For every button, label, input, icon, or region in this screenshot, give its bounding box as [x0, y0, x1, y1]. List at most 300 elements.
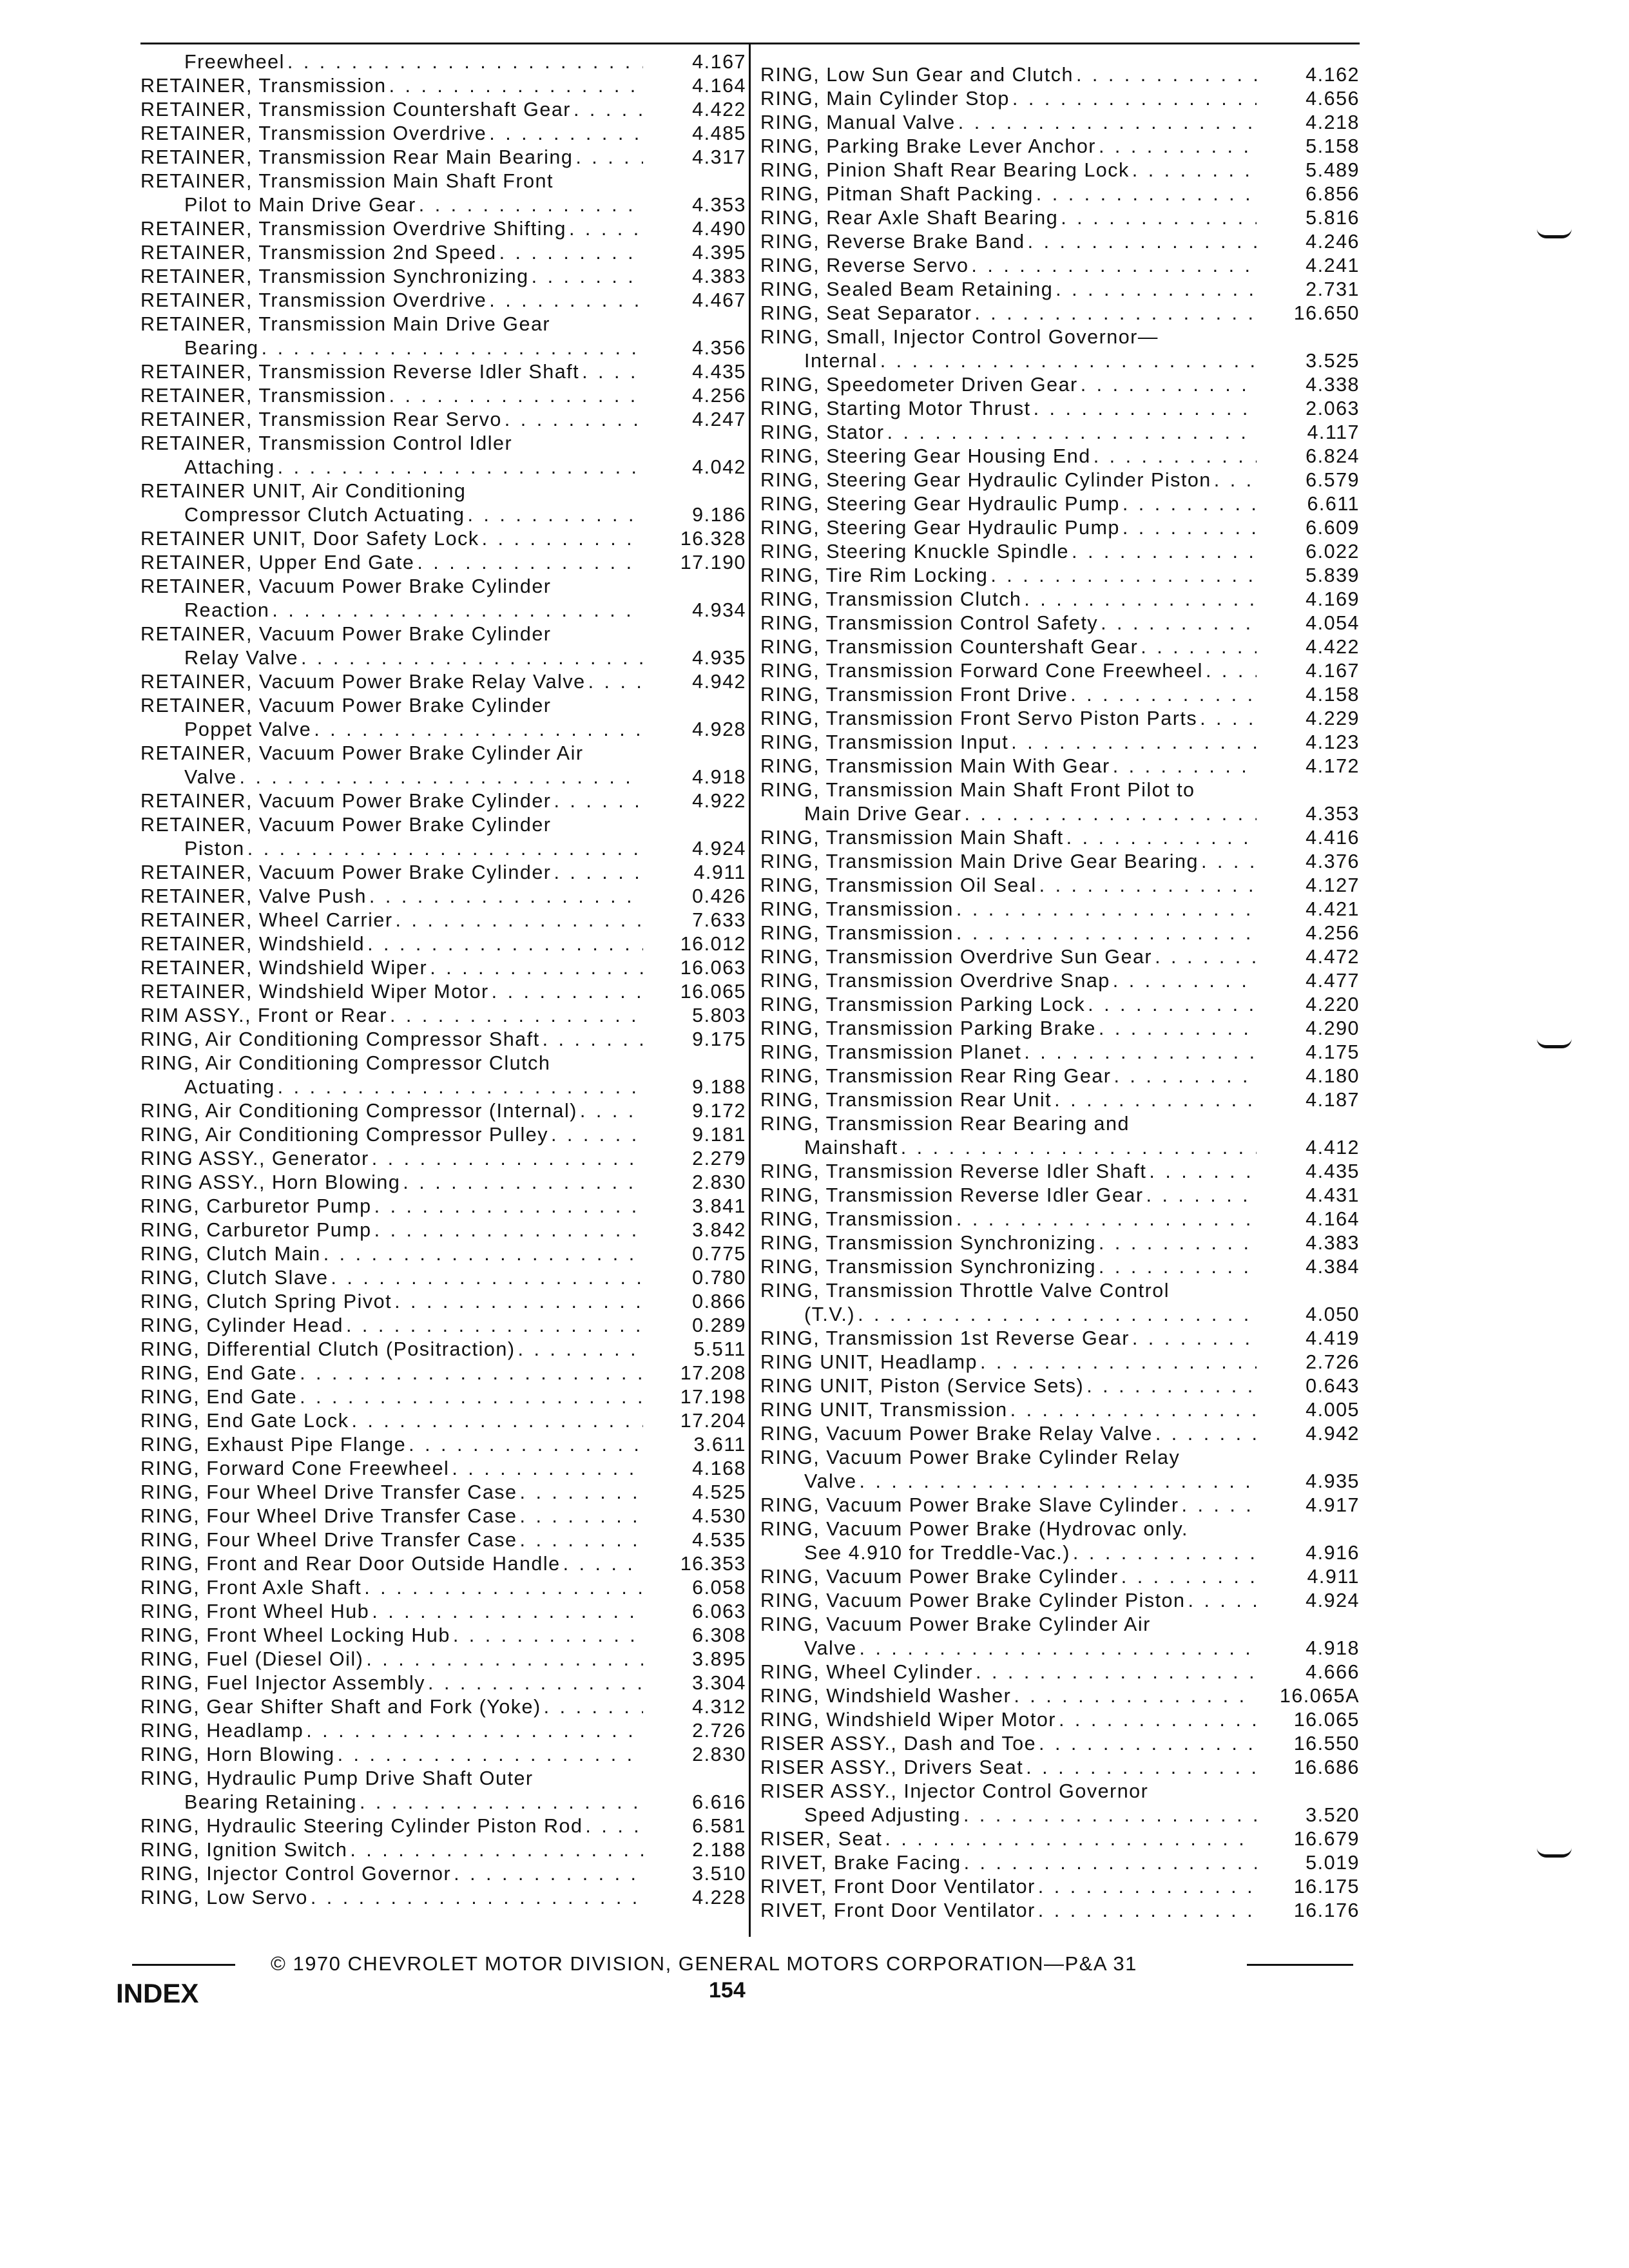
index-entry-label: RING, Carburetor Pump: [140, 1219, 372, 1241]
dot-leader: [1036, 1875, 1257, 1899]
index-entry-reference: 4.256: [1306, 922, 1360, 944]
index-entry-label: RING, Air Conditioning Compressor Pulley: [140, 1124, 548, 1146]
index-entry-label: RING UNIT, Transmission: [760, 1399, 1008, 1421]
index-entry: [140, 1576, 746, 1600]
index-entry: [140, 193, 746, 217]
index-entry-label: Actuating: [184, 1076, 275, 1098]
dot-leader: [1098, 611, 1257, 635]
index-entry-label: RING, Pinion Shaft Rear Bearing Lock: [760, 159, 1130, 181]
index-entry-label: See 4.910 for Treddle-Vac.): [804, 1542, 1070, 1564]
index-entry-label: RING, Transmission Clutch: [760, 588, 1022, 610]
index-entry-reference: 6.581: [692, 1815, 746, 1837]
index-entry-label: RING, End Gate: [140, 1386, 298, 1408]
index-entry-label: RING, Seat Separator: [760, 302, 972, 324]
index-entry: [140, 1242, 746, 1266]
index-entry: [760, 87, 1360, 111]
index-entry-label: RING, Windshield Wiper Motor: [760, 1709, 1056, 1731]
index-entry-label: RETAINER, Transmission Rear Main Bearing: [140, 146, 574, 168]
dot-leader: [297, 1361, 643, 1385]
index-entry: [140, 1886, 746, 1910]
index-entry-label: Bearing Retaining: [184, 1791, 357, 1813]
index-entry-label: RETAINER UNIT, Door Safety Lock: [140, 528, 479, 550]
index-entry: [140, 1266, 746, 1290]
index-entry-reference: 4.911: [693, 861, 746, 883]
index-entry-label: RETAINER, Transmission Main Drive Gear: [140, 313, 551, 335]
index-entry: [760, 397, 1360, 421]
index-entry-label: RING, Four Wheel Drive Transfer Case: [140, 1505, 517, 1527]
index-entry-label: RING, Cylinder Head: [140, 1314, 343, 1336]
index-entry-label: RING, Transmission Throttle Valve Control: [760, 1280, 1170, 1302]
index-entry: [760, 111, 1360, 135]
index-entry: [760, 588, 1360, 611]
index-entry-reference: 16.065: [1293, 1709, 1360, 1731]
index-entry: [760, 1064, 1360, 1088]
index-entry-label: RING, Exhaust Pipe Flange: [140, 1434, 407, 1456]
index-entry-reference: 4.317: [692, 146, 746, 168]
index-entry: [140, 98, 746, 122]
index-entry: [760, 325, 1360, 349]
dot-leader: [321, 1242, 643, 1266]
index-entry-reference: 6.609: [1306, 517, 1360, 539]
index-entry-label: Pilot to Main Drive Gear: [184, 194, 416, 216]
dot-leader: [1037, 874, 1257, 898]
index-entry: [140, 1433, 746, 1457]
index-entry-label: RISER, Seat: [760, 1828, 883, 1850]
index-entry: [140, 456, 746, 479]
index-entry-label: RING, Vacuum Power Brake Cylinder: [760, 1566, 1119, 1588]
index-entry: [760, 349, 1360, 373]
index-entry-label: RING, Injector Control Governor: [140, 1863, 452, 1885]
index-entry-reference: 4.158: [1306, 684, 1360, 706]
index-entry-label: RING, Ignition Switch: [140, 1839, 348, 1861]
index-entry-label: RETAINER, Vacuum Power Brake Cylinder: [140, 695, 552, 716]
dot-leader: [1084, 1374, 1257, 1398]
index-entry-reference: 0.866: [692, 1291, 746, 1312]
index-entry-reference: 4.338: [1306, 374, 1360, 396]
index-entry-label: RETAINER, Vacuum Power Brake Cylinder: [140, 861, 552, 883]
dot-leader: [1085, 993, 1257, 1017]
index-entry-reference: 3.842: [692, 1219, 746, 1241]
index-entry-label: RING, Transmission Forward Cone Freewheel: [760, 660, 1203, 682]
dot-leader: [583, 1814, 643, 1838]
index-entry-reference: 4.942: [1306, 1423, 1360, 1445]
dot-leader: [1110, 969, 1257, 993]
index-entry-label: Valve: [804, 1637, 857, 1659]
index-entry: [140, 479, 746, 503]
index-entry-reference: 4.435: [692, 361, 746, 383]
index-entry-reference: 4.042: [692, 456, 746, 478]
dot-leader: [406, 1433, 643, 1457]
index-entry-reference: 0.780: [692, 1267, 746, 1289]
index-entry-label: RING, Transmission Main With Gear: [760, 755, 1110, 777]
index-entry: [140, 885, 746, 908]
index-entry-label: RING UNIT, Headlamp: [760, 1351, 978, 1373]
index-entry: [760, 302, 1360, 325]
index-entry-reference: 6.022: [1306, 541, 1360, 562]
dot-leader: [1036, 1732, 1257, 1756]
dot-leader: [1052, 1088, 1257, 1112]
index-entry-label: Compressor Clutch Actuating: [184, 504, 465, 526]
dot-leader: [857, 1637, 1257, 1660]
dot-leader: [1152, 945, 1257, 969]
dot-leader: [855, 1303, 1257, 1327]
index-entry-label: RING, Low Sun Gear and Clutch: [760, 64, 1074, 86]
index-entry: [140, 1838, 746, 1862]
index-entry: [140, 1695, 746, 1719]
dot-leader: [969, 254, 1257, 278]
index-entry-label: RING ASSY., Horn Blowing: [140, 1171, 401, 1193]
index-entry-reference: 0.426: [692, 885, 746, 907]
index-entry-label: RING, Pitman Shaft Packing: [760, 183, 1034, 205]
index-entry-label: RETAINER, Transmission Overdrive: [140, 289, 487, 311]
index-entry-reference: 4.054: [1306, 612, 1360, 634]
index-entry-reference: 16.065: [680, 981, 746, 1003]
index-entry: [140, 336, 746, 360]
index-entry-label: RETAINER, Windshield Wiper Motor: [140, 981, 489, 1003]
dot-leader: [517, 1504, 643, 1528]
index-entry-label: RETAINER, Upper End Gate: [140, 552, 415, 573]
dot-leader: [451, 1862, 643, 1886]
dot-leader: [566, 217, 643, 241]
index-entry: [760, 659, 1360, 683]
index-entry: [760, 1255, 1360, 1279]
index-entry-label: RING, Transmission Rear Ring Gear: [760, 1065, 1112, 1087]
index-entry-reference: 2.726: [692, 1720, 746, 1742]
index-entry-reference: 4.431: [1306, 1184, 1360, 1206]
dot-leader: [400, 1171, 643, 1195]
index-entry-reference: 9.175: [692, 1028, 746, 1050]
index-entry-label: Speed Adjusting: [804, 1804, 961, 1826]
index-entry-reference: 9.172: [692, 1100, 746, 1122]
index-entry-label: RETAINER, Vacuum Power Brake Cylinder: [140, 623, 552, 645]
index-entry-reference: 4.376: [1306, 850, 1360, 872]
index-entry: [140, 1004, 746, 1028]
dot-leader: [369, 1147, 643, 1171]
index-entry: [140, 1028, 746, 1052]
index-entry: [140, 1314, 746, 1338]
index-entry-reference: 4.942: [692, 671, 746, 693]
index-entry-reference: 4.928: [692, 718, 746, 740]
dot-leader: [1186, 1589, 1257, 1613]
dot-leader: [1056, 1708, 1257, 1732]
dot-leader: [487, 122, 643, 146]
index-entry-label: RING, Transmission Overdrive Snap: [760, 970, 1110, 992]
dot-leader: [1091, 445, 1257, 468]
index-entry: [760, 230, 1360, 254]
index-entry-label: RING, Steering Knuckle Spindle: [760, 541, 1069, 562]
index-entry: [760, 1041, 1360, 1064]
index-entry-label: RING, Wheel Cylinder: [760, 1661, 973, 1683]
index-entry: [140, 551, 746, 575]
index-entry: [760, 1613, 1360, 1637]
index-entry-reference: 4.924: [692, 838, 746, 860]
index-entry: [760, 1470, 1360, 1494]
index-entry-label: RING, Steering Gear Hydraulic Pump: [760, 493, 1120, 515]
dot-leader: [956, 111, 1257, 135]
column-divider: [749, 43, 751, 1937]
index-entry: [760, 945, 1360, 969]
dot-leader: [551, 861, 643, 885]
index-entry-reference: 2.063: [1306, 398, 1360, 419]
dot-leader: [245, 837, 643, 861]
index-entry-reference: 4.353: [1306, 803, 1360, 825]
index-entry: [760, 1160, 1360, 1184]
index-entry-label: RING, Steering Gear Housing End: [760, 445, 1091, 467]
index-entry-label: Main Drive Gear: [804, 803, 962, 825]
dot-leader: [579, 360, 643, 384]
dot-leader: [1070, 1541, 1257, 1565]
dot-leader: [857, 1470, 1257, 1494]
dot-leader: [465, 503, 643, 527]
index-entry: [760, 1637, 1360, 1660]
dot-leader: [1010, 87, 1257, 111]
index-entry-label: RING, Transmission Rear Unit: [760, 1089, 1052, 1111]
index-entry-reference: 2.726: [1306, 1351, 1360, 1373]
index-entry: [140, 765, 746, 789]
index-entry: [760, 492, 1360, 516]
index-entry-label: RING, Clutch Main: [140, 1243, 321, 1265]
dot-leader: [328, 1266, 643, 1290]
dot-leader: [954, 898, 1257, 921]
index-entry-label: Relay Valve: [184, 647, 298, 669]
index-entry: [140, 789, 746, 813]
index-entry-label: Valve: [804, 1470, 857, 1492]
dot-leader: [449, 1457, 643, 1481]
dot-leader: [1021, 1041, 1257, 1064]
dot-leader: [275, 456, 643, 479]
index-entry: [140, 1671, 746, 1695]
index-entry-label: RING, Vacuum Power Brake (Hydrovac only.: [760, 1518, 1188, 1540]
index-entry-label: RETAINER, Valve Push: [140, 885, 367, 907]
index-entry-label: RING, Horn Blowing: [140, 1744, 335, 1765]
index-entry-label: RING, Transmission Control Safety: [760, 612, 1099, 634]
index-entry: [760, 1184, 1360, 1207]
index-entry: [140, 670, 746, 694]
index-entry-reference: 4.656: [1306, 88, 1360, 110]
index-entry-reference: 4.918: [1306, 1637, 1360, 1659]
index-entry-label: RING, Transmission Reverse Idler Shaft: [760, 1160, 1147, 1182]
index-entry: [760, 1231, 1360, 1255]
index-entry-reference: 4.422: [692, 99, 746, 120]
index-entry-label: RETAINER, Vacuum Power Brake Cylinder: [140, 575, 552, 597]
index-entry: [760, 445, 1360, 468]
index-entry: [140, 956, 746, 980]
index-entry-label: Mainshaft: [804, 1137, 898, 1158]
dot-leader: [517, 1481, 643, 1504]
index-entry: [140, 1648, 746, 1671]
index-entry: [140, 74, 746, 98]
index-entry-label: RING, Carburetor Pump: [140, 1195, 372, 1217]
index-entry-reference: 4.167: [1306, 660, 1360, 682]
page-number: 154: [709, 1978, 746, 2003]
index-entry-label: RING, Transmission Main Shaft: [760, 827, 1064, 849]
index-entry: [140, 694, 746, 718]
index-entry: [140, 50, 746, 74]
index-entry-reference: 16.065A: [1279, 1685, 1360, 1707]
index-entry-label: Valve: [184, 766, 237, 788]
index-entry-reference: 4.477: [1306, 970, 1360, 992]
index-entry-label: RETAINER, Vacuum Power Brake Cylinder Air: [140, 742, 584, 764]
index-entry-reference: 16.175: [1293, 1876, 1360, 1898]
dot-leader: [1096, 135, 1257, 159]
index-entry-reference: 6.063: [692, 1600, 746, 1622]
index-entry-reference: 4.924: [1306, 1590, 1360, 1611]
index-entry: [140, 718, 746, 742]
index-entry-reference: 0.289: [692, 1314, 746, 1336]
index-entry-label: RING, Air Conditioning Compressor Shaft: [140, 1028, 540, 1050]
margin-mark: [1537, 1039, 1572, 1048]
index-entry-label: RING, Windshield Washer: [760, 1685, 1012, 1707]
dot-leader: [885, 421, 1257, 445]
index-entry-label: RING, Fuel Injector Assembly: [140, 1672, 426, 1694]
dot-leader: [1036, 1899, 1257, 1923]
index-entry-label: Bearing: [184, 337, 259, 359]
index-entry-label: RING, Low Servo: [140, 1887, 308, 1908]
dot-leader: [335, 1743, 643, 1767]
index-entry: [760, 635, 1360, 659]
index-entry-label: Poppet Valve: [184, 718, 312, 740]
dot-leader: [387, 384, 643, 408]
index-entry-reference: 16.012: [680, 933, 746, 955]
index-entry: [140, 813, 746, 837]
index-entry: [140, 1528, 746, 1552]
dot-leader: [1199, 850, 1257, 874]
dot-leader: [1111, 1064, 1257, 1088]
index-entry-reference: 4.383: [692, 265, 746, 287]
index-entry-reference: 2.830: [692, 1744, 746, 1765]
dot-leader: [1120, 492, 1257, 516]
dot-leader: [365, 932, 643, 956]
dot-leader: [285, 50, 643, 74]
index-entry: [760, 159, 1360, 182]
index-entry-label: RIM ASSY., Front or Rear: [140, 1004, 387, 1026]
index-entry-label: Internal: [804, 350, 878, 372]
index-entry: [140, 622, 746, 646]
index-entry: [760, 1541, 1360, 1565]
index-entry: [760, 373, 1360, 397]
index-entry: [760, 611, 1360, 635]
index-entry: [760, 778, 1360, 802]
index-entry-reference: 4.290: [1306, 1017, 1360, 1039]
index-entry: [760, 850, 1360, 874]
index-entry-reference: 9.186: [692, 504, 746, 526]
dot-leader: [1211, 468, 1257, 492]
dot-leader: [308, 1886, 643, 1910]
index-entry: [760, 1112, 1360, 1136]
index-entry: [760, 1851, 1360, 1875]
index-entry-reference: 17.204: [680, 1410, 746, 1432]
index-entry-reference: 5.839: [1306, 564, 1360, 586]
index-entry: [140, 1814, 746, 1838]
margin-mark: [1537, 1848, 1572, 1858]
dot-leader: [1144, 1184, 1257, 1207]
index-entry-label: RING, Sealed Beam Retaining: [760, 278, 1054, 300]
dot-leader: [1031, 397, 1257, 421]
dot-leader: [479, 527, 643, 551]
index-entry-label: RIVET, Front Door Ventilator: [760, 1876, 1036, 1898]
index-entry-label: RING, Transmission Countershaft Gear: [760, 636, 1139, 658]
index-entry-label: RETAINER, Vacuum Power Brake Cylinder: [140, 814, 552, 836]
dot-leader: [1130, 159, 1257, 182]
dot-leader: [1053, 278, 1257, 302]
index-entry-label: RETAINER, Windshield Wiper: [140, 957, 428, 979]
index-entry: [760, 1565, 1360, 1589]
index-entry-label: RING, Transmission Input: [760, 731, 1009, 753]
index-entry: [140, 169, 746, 193]
index-entry-reference: 4.169: [1306, 588, 1360, 610]
index-entry: [760, 1279, 1360, 1303]
index-entry: [760, 1732, 1360, 1756]
dot-leader: [349, 1409, 643, 1433]
index-entry-reference: 16.063: [680, 957, 746, 979]
dot-leader: [1096, 1231, 1257, 1255]
index-entry: [140, 837, 746, 861]
index-entry-label: RETAINER, Vacuum Power Brake Cylinder: [140, 790, 552, 812]
dot-leader: [237, 765, 643, 789]
footer-rule-left: [132, 1964, 235, 1966]
index-entry: [760, 564, 1360, 588]
index-entry-label: RING, Vacuum Power Brake Cylinder Relay: [760, 1446, 1181, 1468]
dot-leader: [311, 718, 643, 742]
index-entry-label: RETAINER, Transmission Reverse Idler Shaft: [140, 361, 580, 383]
dot-leader: [297, 1385, 643, 1409]
index-entry: [140, 1409, 746, 1433]
dot-leader: [1078, 373, 1257, 397]
index-entry-label: RETAINER UNIT, Air Conditioning: [140, 480, 467, 502]
index-entry-label: RING, Transmission Overdrive Sun Gear: [760, 946, 1153, 968]
dot-leader: [1119, 1565, 1257, 1589]
index-entry-reference: 16.328: [680, 528, 746, 550]
index-entry: [140, 432, 746, 456]
index-entry-label: RING, Transmission Front Servo Piston Parts: [760, 707, 1198, 729]
dot-leader: [369, 1600, 643, 1624]
index-entry: [140, 122, 746, 146]
index-entry: [760, 1017, 1360, 1041]
index-entry-label: RING, Forward Cone Freewheel: [140, 1457, 450, 1479]
index-entry-reference: 16.679: [1293, 1828, 1360, 1850]
index-entry: [140, 265, 746, 289]
index-entry: [140, 1457, 746, 1481]
index-entry: [140, 312, 746, 336]
index-entry-reference: 0.643: [1306, 1375, 1360, 1397]
dot-leader: [961, 1851, 1257, 1875]
index-entry-label: RING, Vacuum Power Brake Relay Valve: [760, 1423, 1153, 1445]
index-entry-label: RETAINER, Transmission: [140, 385, 387, 407]
dot-leader: [425, 1671, 643, 1695]
index-entry: [760, 1589, 1360, 1613]
dot-leader: [1058, 206, 1257, 230]
index-entry: [140, 241, 746, 265]
index-entry: [140, 1290, 746, 1314]
index-entry-label: RING, Vacuum Power Brake Cylinder Piston: [760, 1590, 1186, 1611]
index-entry-label: RETAINER, Transmission Control Idler: [140, 432, 513, 454]
index-entry-reference: 4.419: [1306, 1327, 1360, 1349]
index-entry-reference: 4.005: [1306, 1399, 1360, 1421]
index-entry: [140, 1600, 746, 1624]
index-entry-label: RETAINER, Transmission: [140, 75, 387, 97]
index-entry-label: RING, Differential Clutch (Positraction): [140, 1338, 516, 1360]
index-entry-reference: 17.208: [680, 1362, 746, 1384]
index-entry-reference: 6.308: [692, 1624, 746, 1646]
dot-leader: [1096, 1255, 1257, 1279]
dot-leader: [1008, 731, 1257, 754]
index-entry-label: RETAINER, Transmission Rear Servo: [140, 408, 502, 430]
index-entry: [140, 1195, 746, 1218]
dot-leader: [561, 1552, 643, 1576]
dot-leader: [298, 646, 643, 670]
index-entry-label: RETAINER, Windshield: [140, 933, 365, 955]
index-entry-label: RING, Air Conditioning Compressor Clutch: [140, 1052, 551, 1074]
